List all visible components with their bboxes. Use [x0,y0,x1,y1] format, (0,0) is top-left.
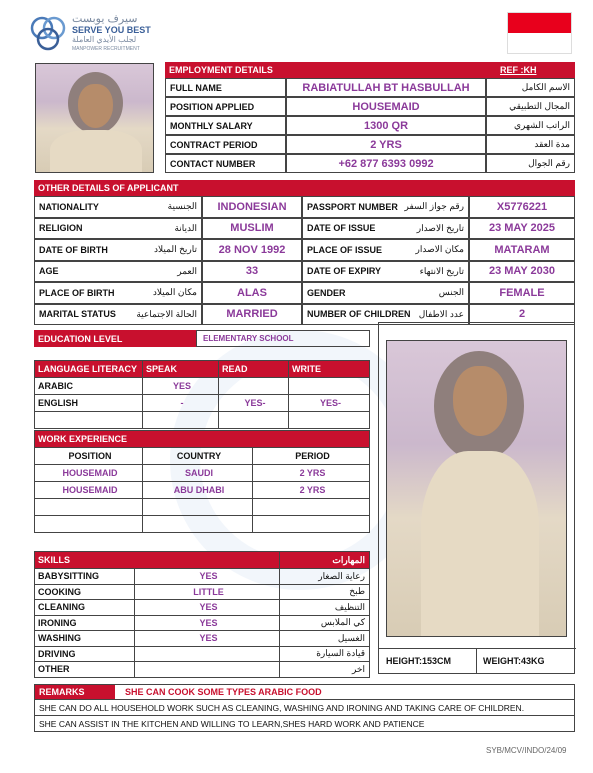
logo-emblem-icon [28,14,68,54]
applicant-photo-small [35,63,154,173]
remarks-section [34,684,575,732]
language-col-write: WRITE [289,361,370,378]
other-left-label-cell [34,304,202,326]
other-right-value: 2 [469,304,575,326]
other-left-label-ar: الديانة [174,222,197,233]
skill-label-ar: قيادة السيارة [280,646,370,662]
other-left-value: 28 NOV 1992 [202,239,302,261]
other-left-label-ar: الحالة الاجتماعية [136,308,197,319]
language-name: ARABIC [35,378,143,395]
other-left-label: DATE OF BIRTH [39,244,108,255]
language-name: ENGLISH [35,395,143,412]
other-left-value: ALAS [202,282,302,304]
work-position [35,499,143,516]
language-write [289,412,370,429]
other-right-label: NUMBER OF CHILDREN [307,309,411,320]
other-right-label-ar: تاريخ الاصدار [416,222,464,233]
skill-row [35,615,370,631]
language-speak [143,412,219,429]
work-country: SAUDI [143,465,253,482]
measure-top-line [379,648,576,649]
skill-label-ar: رعاية الصغار [280,569,370,585]
skill-row [35,646,370,662]
other-right-label-cell [302,261,469,283]
applicant-photo-large [386,340,567,637]
skill-label: COOKING [35,584,135,600]
skill-label-ar: اخر [280,662,370,678]
work-position [35,516,143,533]
skill-row [35,662,370,678]
work-cols-row [35,448,370,465]
language-speak: - [143,395,219,412]
language-col-literacy: LANGUAGE LITERACY [35,361,143,378]
language-row [35,395,370,412]
other-left-label-ar: تاريخ الميلاد [154,244,197,255]
work-country [143,516,253,533]
logo-arabic: سيرف يوبست [72,13,138,25]
skill-label-ar: التنظيف [280,600,370,616]
other-right-value: 23 MAY 2025 [469,218,575,240]
work-header: WORK EXPERIENCE [35,431,370,448]
other-right-value: X5776221 [469,196,575,218]
language-row [35,412,370,429]
remarks-line-2: SHE CAN ASSIST IN THE KITCHEN AND WILLING TO LEARN,SHES HARD WORK AND PATIENCE [34,716,575,732]
other-right-label-ar: تاريخ الانتهاء [419,265,464,276]
employment-header-label: EMPLOYMENT DETAILS [169,65,273,75]
remarks-headline: SHE CAN COOK SOME TYPES ARABIC FOOD [125,687,322,697]
weight-value: WEIGHT:43KG [483,656,545,666]
applicant-photo-frame [378,322,575,674]
skill-label: IRONING [35,615,135,631]
other-left-label-ar: العمر [177,265,197,276]
employment-value: HOUSEMAID [286,97,486,116]
employment-value: 1300 QR [286,116,486,135]
other-right-value: FEMALE [469,282,575,304]
other-right-label-ar: عدد الاطفال [418,308,464,319]
other-left-value: 33 [202,261,302,283]
work-country: ABU DHABI [143,482,253,499]
language-read [219,412,289,429]
logo-sub: MANPOWER RECRUITMENT [72,46,140,52]
work-experience-table [34,430,370,533]
skill-label: OTHER [35,662,135,678]
language-header-row [35,361,370,378]
other-left-label: MARITAL STATUS [39,309,116,320]
work-position: HOUSEMAID [35,482,143,499]
other-details-header-right [302,180,575,196]
reference-code: REF :KH [500,65,537,75]
skills-header: SKILLS [35,552,280,569]
work-row [35,465,370,482]
employment-label: FULL NAME [165,78,286,97]
work-period [253,516,370,533]
other-left-label-ar: الجنسية [167,201,197,212]
other-left-value: INDONESIAN [202,196,302,218]
skill-label-ar: كي الملابس [280,615,370,631]
work-period: 2 YRS [253,482,370,499]
other-right-label-cell [302,239,469,261]
employment-label-ar: الراتب الشهري [486,116,575,135]
employment-value: 2 YRS [286,135,486,154]
indonesia-flag-icon [507,12,572,54]
work-row [35,482,370,499]
language-row [35,378,370,395]
employment-label-ar: الاسم الكامل [486,78,575,97]
logo-english: SERVE YOU BEST [72,25,151,35]
skills-table [34,551,370,678]
language-name [35,412,143,429]
skills-header-ar: المهارات [280,552,370,569]
skill-row [35,631,370,647]
skill-value: YES [135,615,280,631]
other-left-label-cell [34,282,202,304]
education-header: EDUCATION LEVEL [34,330,196,347]
employment-label-ar: المجال التطبيقي [486,97,575,116]
remarks-header: REMARKS [35,685,115,699]
skill-value [135,646,280,662]
other-left-label-ar: مكان الميلاد [152,287,197,298]
other-right-label-ar: مكان الاصدار [415,244,464,255]
skill-row [35,600,370,616]
employment-label-ar: رقم الجوال [486,154,575,173]
language-write [289,378,370,395]
other-right-label-ar: رقم جواز السفر [404,201,464,212]
other-left-label: AGE [39,266,59,277]
skill-row [35,584,370,600]
skill-value: YES [135,600,280,616]
other-right-value: 23 MAY 2030 [469,261,575,283]
skill-value [135,662,280,678]
skill-label: WASHING [35,631,135,647]
employment-label-ar: مدة العقد [486,135,575,154]
other-left-label: NATIONALITY [39,201,99,212]
other-right-label-ar: الجنس [438,287,464,298]
skill-value: YES [135,569,280,585]
work-col-period: PERIOD [253,448,370,465]
other-right-value: MATARAM [469,239,575,261]
employment-details [165,62,575,176]
work-col-country: COUNTRY [143,448,253,465]
other-right-label: PLACE OF ISSUE [307,244,383,255]
other-right-label: DATE OF ISSUE [307,223,376,234]
language-col-speak: SPEAK [143,361,219,378]
skill-row [35,569,370,585]
other-right-label: GENDER [307,287,346,298]
work-period [253,499,370,516]
skill-value: LITTLE [135,584,280,600]
language-table [34,360,370,429]
employment-label: POSITION APPLIED [165,97,286,116]
skill-label: CLEANING [35,600,135,616]
skill-label-ar: طبخ [280,584,370,600]
skills-header-row [35,552,370,569]
other-left-label-cell [34,196,202,218]
other-right-label-cell [302,282,469,304]
employment-label: CONTRACT PERIOD [165,135,286,154]
other-right-label: PASSPORT NUMBER [307,201,398,212]
footer-code: SYB/MCV/INDO/24/09 [486,746,567,755]
other-left-label: PLACE OF BIRTH [39,287,115,298]
other-right-label: DATE OF EXPIRY [307,266,382,277]
skill-label: BABYSITTING [35,569,135,585]
work-col-position: POSITION [35,448,143,465]
other-left-label-cell [34,239,202,261]
employment-header [165,62,575,78]
company-logo [28,12,178,56]
skill-label: DRIVING [35,646,135,662]
other-details-header [34,180,302,196]
language-col-read: READ [219,361,289,378]
work-header-row [35,431,370,448]
language-read: YES- [219,395,289,412]
language-speak: YES [143,378,219,395]
language-read [219,378,289,395]
employment-value: +62 877 6393 0992 [286,154,486,173]
other-left-label-cell [34,218,202,240]
work-country [143,499,253,516]
work-row [35,499,370,516]
other-details [34,180,575,326]
work-row [35,516,370,533]
work-position: HOUSEMAID [35,465,143,482]
education-value: ELEMENTARY SCHOOL [196,330,370,347]
remarks-line-1: SHE CAN DO ALL HOUSEHOLD WORK SUCH AS CLEANING, WASHING AND IRONING AND TAKING CARE OF CHILDREN. [34,700,575,716]
other-left-label: RELIGION [39,223,83,234]
employment-label: MONTHLY SALARY [165,116,286,135]
work-period: 2 YRS [253,465,370,482]
other-right-label-cell [302,218,469,240]
skill-label-ar: الغسيل [280,631,370,647]
other-left-value: MUSLIM [202,218,302,240]
language-write: YES- [289,395,370,412]
other-left-value: MARRIED [202,304,302,326]
other-left-label-cell [34,261,202,283]
other-details-header-label: OTHER DETAILS OF APPLICANT [38,183,179,193]
logo-arabic-sub: لجلب الأيدي العاملة [72,35,137,44]
skill-value: YES [135,631,280,647]
measure-divider [476,648,477,674]
other-right-label-cell [302,196,469,218]
employment-value: RABIATULLAH BT HASBULLAH [286,78,486,97]
education-level [34,330,370,347]
employment-label: CONTACT NUMBER [165,154,286,173]
height-value: HEIGHT:153CM [386,656,452,666]
